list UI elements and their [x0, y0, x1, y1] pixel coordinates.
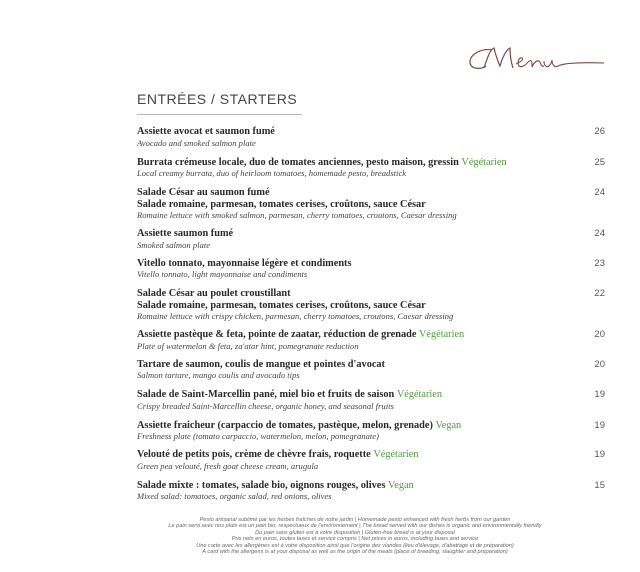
- item-description: Mixed salad: tomatoes, organic salad, red onions, olives: [137, 491, 332, 501]
- diet-tag: Végétarien: [373, 449, 419, 460]
- item-price: 19: [594, 389, 605, 400]
- item-description: Salmon tartare, mango coulis and avocado tips: [137, 370, 300, 380]
- menu-item: [137, 228, 605, 250]
- item-name-text: Tartare de saumon, coulis de mangue et pointes d'avocat: [137, 358, 385, 370]
- item-name: [137, 420, 565, 432]
- item-name: [137, 258, 565, 270]
- diet-tag: Végétarien: [419, 329, 465, 340]
- footer-line: Prix nets en euros, toutes taxes et service compris | Net prices in euros, including taxes and service: [231, 536, 479, 543]
- item-description: Green pea velouté, fresh goat cheese cream, arugula: [137, 460, 319, 471]
- item-name-text: Salade mixte : tomates, salade bio, oignons rouges, olives: [137, 479, 386, 491]
- item-name-line2: Salade romaine, parmesan, tomates cerises, croûtons, sauce César: [137, 299, 426, 311]
- item-name: [137, 359, 565, 371]
- item-name: [137, 187, 565, 199]
- menu-item: [137, 420, 605, 442]
- menu-item: [137, 126, 605, 148]
- item-name-text: Assiette fraicheur (carpaccio de tomates, pastèque, melon, grenade): [137, 419, 433, 431]
- item-name: [137, 126, 565, 138]
- item-name: [137, 389, 565, 401]
- item-name-text: Velouté de petits pois, crème de chèvre frais, roquette: [137, 449, 371, 460]
- item-price: 15: [594, 479, 605, 491]
- footer-line: Du pain sans gluten est à votre disposition | Gluten-free bread is at your disposal: [255, 529, 455, 536]
- item-description: Plate of watermelon & feta, za'atar hint, pomegranate reduction: [137, 340, 359, 351]
- item-price: 22: [594, 288, 605, 299]
- footer-notes: [150, 517, 560, 555]
- menu-item: [137, 389, 605, 411]
- item-name-text: Assiette avocat et saumon fumé: [137, 126, 275, 137]
- diet-tag: Végétarien: [396, 389, 442, 400]
- item-price: 24: [594, 228, 605, 239]
- item-name-text: Vitello tonnato, mayonnaise légère et condiments: [137, 257, 352, 269]
- item-price: 19: [594, 449, 605, 460]
- menu-logo: [464, 38, 614, 78]
- item-price: 20: [594, 358, 605, 370]
- item-description: Local creamy burrata, duo of heirloom tomatoes, homemade pesto, breadstick: [137, 168, 407, 178]
- item-price: 25: [594, 156, 605, 168]
- item-name: [137, 288, 565, 300]
- diet-tag: Vegan: [435, 419, 462, 431]
- item-name: [137, 480, 565, 492]
- title-divider: [137, 114, 302, 115]
- item-name: [137, 157, 565, 169]
- item-description: Freshness plate (tomato carpaccio, watermelon, melon, pomegranate): [137, 431, 379, 441]
- footer-line: A card with the allergens is at your disposal as well as the origin of the meats (place of breeding, slaughter and preparation): [202, 549, 508, 556]
- item-price: 19: [594, 419, 605, 431]
- section-title: ENTRÉES / STARTERS: [137, 91, 298, 107]
- item-name-line2: Salade romaine, parmesan, tomates cerises, croûtons, sauce César: [137, 198, 426, 210]
- item-name: [137, 449, 565, 461]
- menu-item: [137, 329, 605, 351]
- item-name: [137, 329, 565, 341]
- menu-item: [137, 157, 605, 179]
- item-name-text: Salade de Saint-Marcellin pané, miel bio et fruits de saison: [137, 389, 395, 400]
- footer-line: Une carte avec les allergènes est à votre disposition ainsi que l'origine des viandes (lieu d'élevage, d'abattage et de préparation): [196, 542, 514, 549]
- menu-item: [137, 288, 605, 321]
- item-name-text: Burrata crémeuse locale, duo de tomates anciennes, pesto maison, gressin: [137, 156, 459, 168]
- menu-item: [137, 449, 605, 471]
- menu-item: [137, 187, 605, 220]
- diet-tag: Végétarien: [461, 156, 507, 168]
- diet-tag: Vegan: [387, 479, 414, 491]
- footer-line: Le pain servi avec nos plats est un pain bio, respectueux de l'environnement | The bread served with our dishes is organic and environmentally friendly: [168, 523, 542, 530]
- item-name-text: Assiette pastèque & feta, pointe de zaatar, réduction de grenade: [137, 329, 417, 340]
- menu-item: [137, 480, 605, 502]
- item-description: Smoked salmon plate: [137, 239, 211, 250]
- item-name-text: Assiette saumon fumé: [137, 228, 234, 239]
- item-name-text: Salade César au poulet croustillant: [137, 288, 291, 299]
- menu-item: [137, 258, 605, 280]
- item-description: Romaine lettuce with smoked salmon, parmesan, cherry tomatoes, croutons, Caesar dressing: [137, 210, 457, 220]
- item-description: Crispy breaded Saint-Marcellin cheese, organic honey, and seasonal fruits: [137, 400, 394, 411]
- item-name-text: Salade César au saumon fumé: [137, 187, 270, 198]
- item-description: Romaine lettuce with crispy chicken, parmesan, cherry tomatoes, croutons, Caesar dressing: [137, 311, 454, 321]
- item-price: 20: [594, 329, 605, 340]
- item-name: [137, 228, 565, 240]
- item-description: Avocado and smoked salmon plate: [137, 137, 256, 148]
- footer-line: Pesto artisanal sublimé par les herbes fraîches de notre jardin | Homemade pesto enhanced with fresh herbs from our garden: [199, 517, 511, 523]
- menu-item: [137, 359, 605, 381]
- item-description: Vitello tonnato, light mayonnaise and condiments: [137, 269, 308, 279]
- item-price: 26: [594, 126, 605, 137]
- item-price: 23: [594, 257, 605, 269]
- item-price: 24: [594, 187, 605, 198]
- menu-list: [137, 126, 605, 501]
